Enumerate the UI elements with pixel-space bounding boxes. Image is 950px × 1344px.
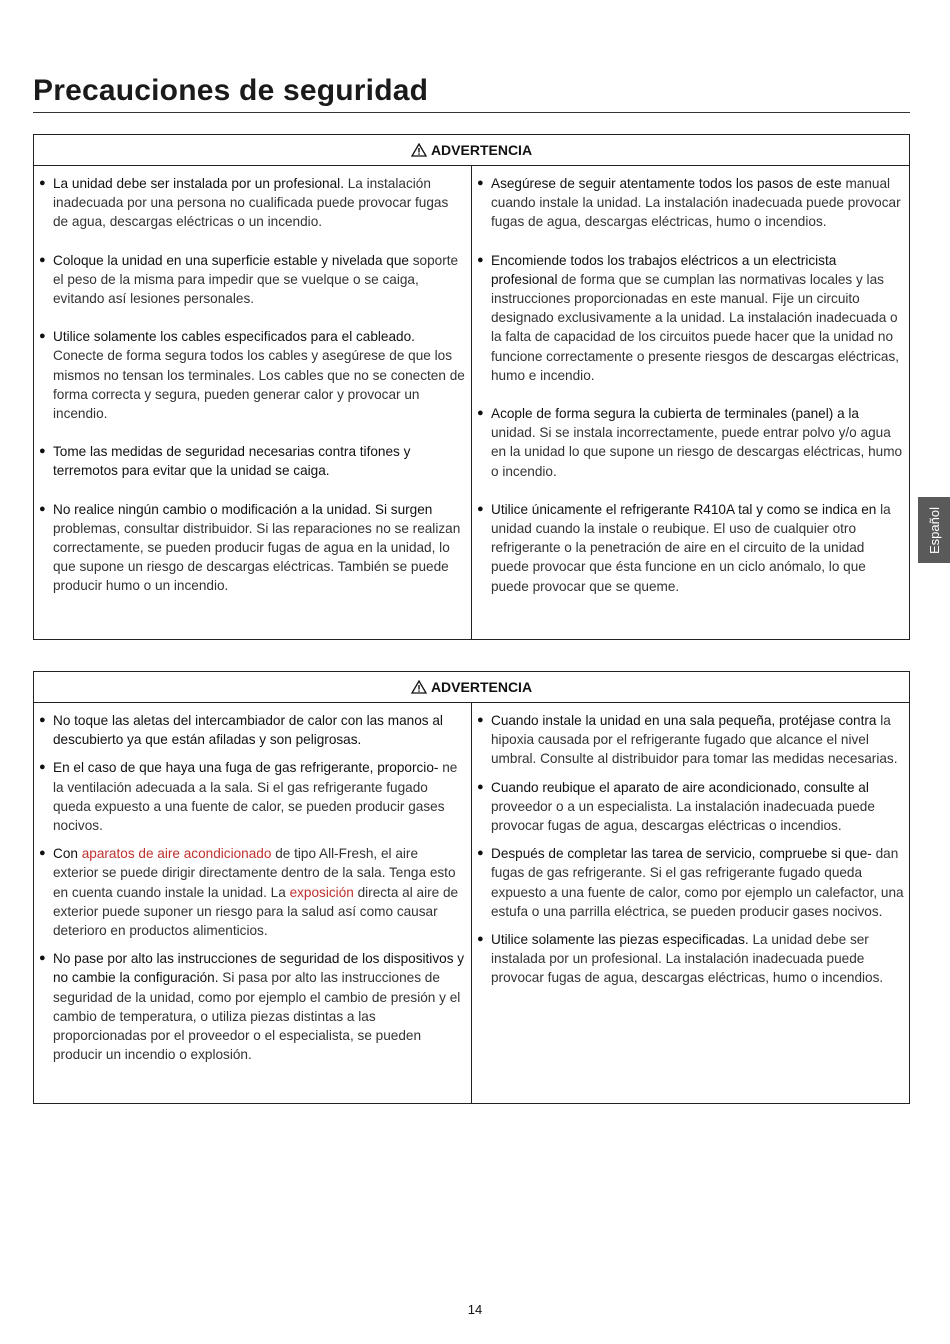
bullet-icon: ●: [39, 330, 46, 343]
bullet-icon: ●: [39, 847, 46, 860]
list-item: [38, 251, 467, 309]
list-item: [476, 930, 905, 988]
warning-box-2: [33, 671, 910, 1104]
bullet-icon: ●: [477, 780, 484, 793]
item-body: proveedor o a un especialista. La instalación inadecuada puede provocar fugas de agua, descargas eléctricas o incendios.: [491, 798, 875, 834]
item-body: soporte el peso de la misma para impedir que se vuelque o se caiga, evitando así lesiones personales.: [53, 252, 459, 307]
item-body: de forma que se cumplan las normativas locales y las instrucciones proporcionadas en este manual. Fije un circuito designado exclusivamente a la unidad. La instalación inadecuada o la falta de capacidad de los circuitos puede hacer que la unidad no funcione correctamente o presente riesgos de descargas eléctricas, humo e incendio.: [491, 271, 900, 383]
item-body: dan fugas de gas refrigerante. Si el gas refrigerante fugado queda expuesto a una fuente de calor, como por ejemplo un calefactor, una estufa o una parrilla eléctrica, se pueden producir gases nocivos.: [491, 846, 904, 919]
bullet-icon: ●: [39, 177, 46, 189]
bullet-icon: ●: [39, 502, 46, 515]
bullet-icon: ●: [39, 445, 46, 458]
warning-box-title: ADVERTENCIA: [430, 142, 533, 158]
list-item: [476, 778, 905, 836]
language-tab-label: Español: [926, 506, 942, 554]
warning-column-left: [34, 166, 472, 639]
list-item: [476, 844, 905, 921]
item-body: La instalación inadecuada por una persona no cualificada puede provocar fugas de agua, descargas eléctricas o un incendio.: [53, 176, 449, 230]
warning-box-title: ADVERTENCIA: [430, 679, 533, 695]
warning-box-1: [33, 134, 910, 640]
item-lead: En el caso de que haya una fuga de gas refrigerante, proporcio-: [53, 760, 439, 776]
highlighted-text: aparatos de aire acondicionado: [81, 846, 272, 862]
item-lead: No realice ningún cambio o modificación a la unidad. Si surgen: [53, 501, 433, 517]
item-lead: Encomiende todos los trabajos eléctricos a un electricista profesional: [491, 252, 837, 287]
item-body: Conecte de forma segura todos los cables y asegúrese de que los mismos no tensan los terminales. Los cables que no se conecten de forma correcta y segura, pueden generar calor y provocar un incendio.: [53, 348, 465, 422]
item-body: directa al aire de exterior puede suponer un riesgo para la salud así como causar deterioro en productos alimenticios.: [53, 884, 459, 939]
bullet-icon: ●: [39, 952, 46, 965]
item-body: unidad. Si se instala incorrectamente, puede entrar polvo y/o agua en la unidad lo que supone un riesgo de descargas eléctricas, humo o incendio.: [491, 425, 903, 479]
item-body: Si pasa por alto las instrucciones de seguridad de la unidad, como por ejemplo el cambio de presión y el cambio de temperatura, o utiliza piezas distintas a las proporcionadas por el proveedor o el especialista, se pueden producir un incendio o explosión.: [53, 970, 461, 1063]
item-body: manual cuando instale la unidad. La instalación inadecuada puede provocar fugas de agua, descargas eléctricas, humo o incendios.: [491, 176, 901, 230]
list-item: [38, 711, 467, 749]
item-body: la hipoxia causada por el refrigerante fugado que alcance el nivel umbral. Consulte al distribuidor para tomar las medidas necesarias.: [491, 713, 898, 767]
item-lead: Con: [53, 846, 78, 862]
highlighted-text: exposición: [289, 884, 354, 900]
bullet-icon: ●: [477, 177, 484, 189]
bullet-icon: ●: [39, 253, 46, 266]
item-lead: Coloque la unidad en una superficie estable y nivelada que: [53, 252, 409, 268]
warning-box-header: [34, 135, 909, 166]
item-lead: Después de completar las tarea de servicio, compruebe si que-: [491, 846, 872, 862]
bullet-icon: ●: [477, 407, 484, 420]
list-item: [38, 500, 467, 596]
bullet-icon: ●: [477, 253, 484, 266]
page-number: 14: [467, 1302, 483, 1317]
warning-box-header: [34, 672, 909, 703]
list-item: [476, 174, 905, 232]
item-lead: No toque las aletas del intercambiador de calor con las manos al descubierto ya que están afiladas y son peligrosas.: [53, 713, 443, 748]
item-lead: Utilice únicamente el refrigerante R410A tal y como se indica en: [491, 501, 877, 517]
list-item: [38, 327, 467, 423]
item-lead: Asegúrese de seguir atentamente todos los pasos de este: [491, 176, 842, 191]
item-body: La unidad debe ser instalada por un profesional. La instalación inadecuada puede provocar fugas de agua, descargas eléctricas, humo o incendios.: [491, 932, 884, 986]
item-lead: No pase por alto las instrucciones de seguridad de los dispositivos y no cambie la configuración.: [53, 951, 465, 986]
list-item: [38, 949, 467, 1064]
list-item: [38, 174, 467, 232]
list-item: [476, 404, 905, 481]
item-lead: Utilice solamente los cables especificados para el cableado.: [53, 329, 415, 345]
item-lead: Cuando reubique el aparato de aire acondicionado, consulte al: [491, 779, 869, 795]
item-body: de tipo All-Fresh, el aire exterior se puede dirigir directamente dentro de la sala. Tenga esto en cuenta cuando instale la unidad. La: [53, 846, 456, 900]
item-lead: Acople de forma segura la cubierta de terminales (panel) a la: [491, 406, 859, 422]
item-lead: Cuando instale la unidad en una sala pequeña, protéjase contra: [491, 713, 877, 728]
warning-column-left: [34, 703, 472, 1103]
bullet-icon: ●: [39, 761, 46, 774]
bullet-icon: ●: [477, 714, 484, 726]
item-lead: La unidad debe ser instalada por un profesional.: [53, 176, 344, 191]
list-item: [476, 500, 905, 596]
warning-column-right: [472, 166, 909, 639]
bullet-icon: ●: [477, 502, 484, 515]
bullet-icon: ●: [477, 933, 484, 946]
item-lead: Utilice solamente las piezas especificadas.: [491, 932, 749, 948]
page-title: Precauciones de seguridad: [33, 74, 429, 107]
warning-triangle-icon: [411, 680, 427, 694]
list-item: [38, 844, 467, 940]
language-tab: [918, 497, 950, 563]
title-divider: [33, 112, 910, 113]
item-body: problemas, consultar distribuidor. Si las reparaciones no se realizan correctamente, se pueden producir fugas de agua en la unidad, lo que supone un riesgo de descargas eléctricas. También se puede producir humo o un incendio.: [53, 520, 461, 594]
item-lead: Tome las medidas de seguridad necesarias contra tifones y terremotos para evitar que la unidad se caiga.: [53, 444, 411, 479]
bullet-icon: ●: [477, 847, 484, 860]
list-item: [38, 758, 467, 835]
warning-column-right: [472, 703, 909, 1103]
bullet-icon: ●: [39, 714, 46, 726]
list-item: [38, 442, 467, 480]
item-body: ne la ventilación adecuada a la sala. Si el gas refrigerante fugado queda expuesto a una fuente de calor, se pueden producir gases nocivos.: [53, 760, 458, 834]
item-body: la unidad cuando la instale o reubique. El uso de cualquier otro refrigerante o la penetración de aire en el circuito de la unidad puede provocar que ésta funcione en un ciclo anómalo, lo que puede provocar que se queme.: [491, 501, 891, 594]
warning-triangle-icon: [411, 143, 427, 157]
list-item: [476, 711, 905, 769]
list-item: [476, 251, 905, 385]
